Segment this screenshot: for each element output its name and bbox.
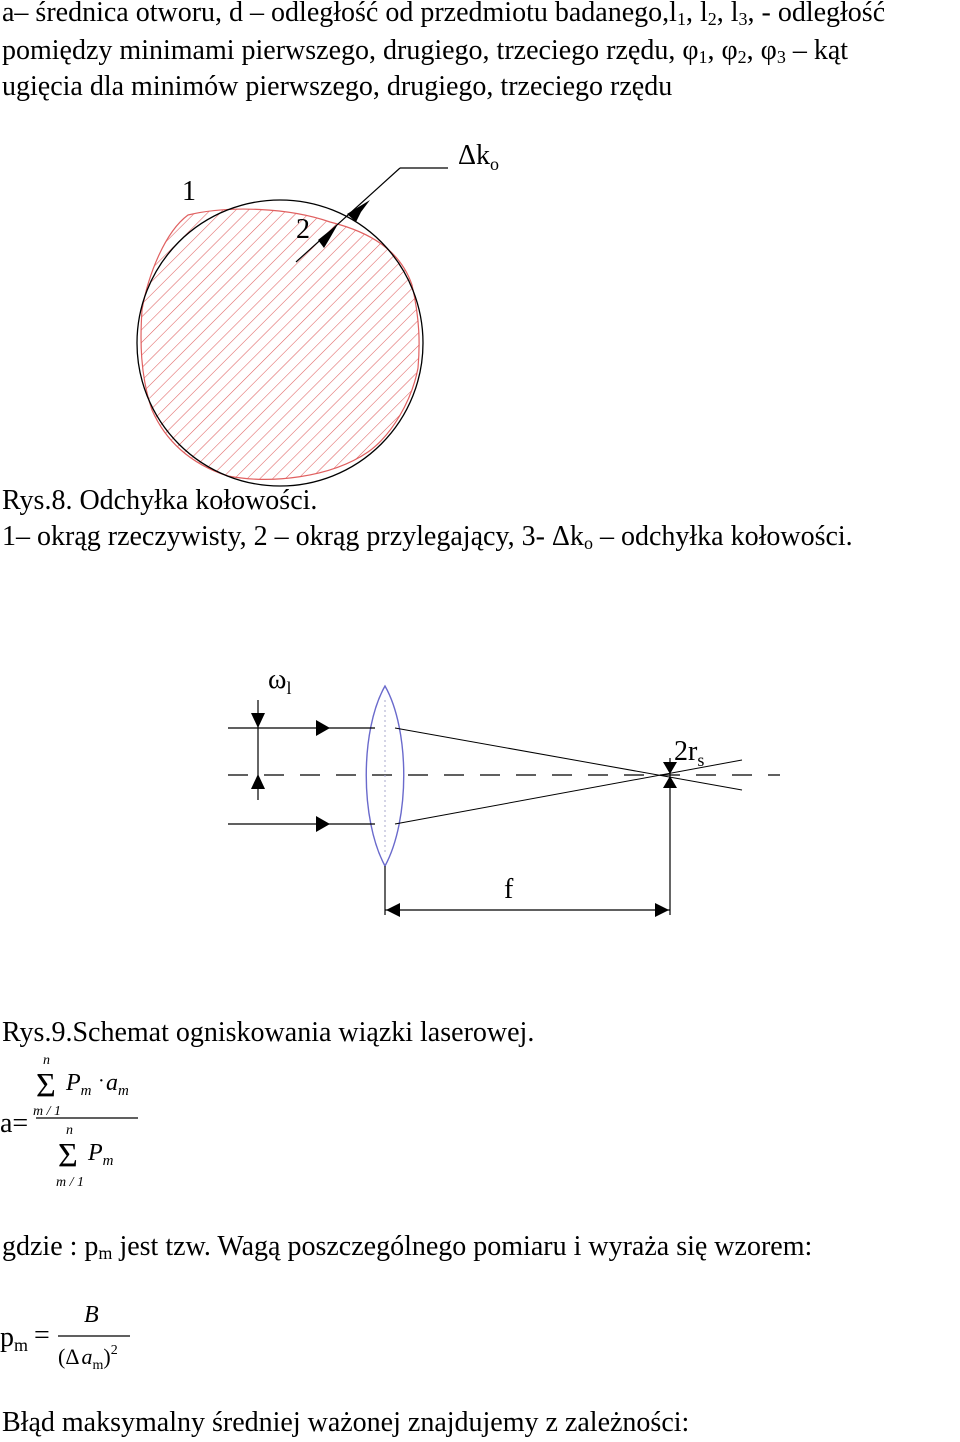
num-sum-top: n xyxy=(43,1053,50,1068)
fig8-caption-legend xyxy=(2,520,853,560)
num-sigma-icon: Σ xyxy=(36,1067,56,1104)
beam-arrow-top-icon xyxy=(316,720,330,736)
pm-denominator: $(\Delta a_m)^2$ xyxy=(58,1343,118,1373)
pm-numerator: B xyxy=(84,1302,99,1328)
den-sum-top: n xyxy=(66,1123,73,1138)
intro-l2-end: – kąt xyxy=(785,35,849,66)
sub-phi2: 2 xyxy=(737,47,747,67)
intro-l1-mid1: , l xyxy=(685,0,708,28)
fig8-caption-title: Rys.8. Odchyłka kołowości. xyxy=(2,485,318,516)
intro-l2-mid2: , φ xyxy=(746,35,777,66)
intro-l2-text: pomiędzy minimami pierwszego, drugiego, trzeciego rzędu, φ xyxy=(2,35,699,66)
gdzie-sub: m xyxy=(98,1243,113,1263)
formula-a-lhs: a= xyxy=(0,1108,29,1139)
intro-l2-mid1: , φ xyxy=(707,35,738,66)
sub-l1: 1 xyxy=(676,9,686,29)
sub-phi1: 1 xyxy=(698,47,708,67)
intro-line-2 xyxy=(2,34,848,74)
f-arrow-left-icon xyxy=(386,903,400,917)
sub-l3: 3 xyxy=(738,9,748,29)
pm-eq: = xyxy=(34,1320,50,1351)
intro-l1-text: a– średnica otworu, d – odległość od przedmiotu badanego,l xyxy=(2,0,677,28)
beam-bottom-converge xyxy=(395,760,742,824)
num-P: $P_m$ xyxy=(66,1070,92,1099)
fig9-omega-label: $\omega_l$ xyxy=(268,664,292,698)
gdzie-pre: gdzie : p xyxy=(2,1231,99,1262)
fig8-caption-sub: o xyxy=(583,533,593,553)
fig8-label-1: 1 xyxy=(182,176,196,207)
omega-arrow-down-icon xyxy=(251,713,265,728)
fig9-caption: Rys.9.Schemat ogniskowania wiązki laserowej. xyxy=(2,1017,535,1048)
intro-line-1 xyxy=(2,0,885,36)
fig8-caption-a: 1– okrąg rzeczywisty, 2 – okrąg przylegający, 3- Δk xyxy=(2,521,584,552)
formula-weighted-mean xyxy=(0,1050,200,1190)
num-dot: · xyxy=(98,1070,105,1092)
intro-l1-end: , - odległość xyxy=(747,0,886,28)
fig9-f-label: f xyxy=(504,874,514,905)
sub-l2: 2 xyxy=(707,9,717,29)
den-sum-bottom: m / 1 xyxy=(56,1175,84,1190)
fig8-label-2: 2 xyxy=(296,214,310,245)
f-arrow-right-icon xyxy=(655,903,669,917)
figure-9-laser-focusing xyxy=(0,650,960,930)
intro-l1-mid2: , l xyxy=(716,0,739,28)
gdzie-line xyxy=(2,1230,812,1270)
gdzie-post: jest tzw. Wagą poszczególnego pomiaru i wyraża się wzorem: xyxy=(112,1231,813,1262)
intro-line-3: ugięcia dla minimów pierwszego, drugiego, trzeciego rzędu xyxy=(2,71,673,102)
closing-line: Błąd maksymalny średniej ważonej znajdujemy z zależności: xyxy=(2,1407,690,1438)
beam-arrow-bottom-icon xyxy=(316,816,330,832)
figure-8-roundness xyxy=(0,120,960,490)
formula-weight xyxy=(0,1290,200,1380)
num-sum-bottom: m / 1 xyxy=(33,1104,61,1119)
sub-phi3: 3 xyxy=(776,47,786,67)
fig8-delta-k: $\Delta k_o$ xyxy=(458,140,500,174)
fig9-r-label: $2r_s$ xyxy=(674,736,705,770)
num-a: $a_m$ xyxy=(106,1070,129,1099)
pm-lhs: pm xyxy=(0,1322,29,1355)
real-circle-hatched-region xyxy=(141,209,419,479)
omega-arrow-up-icon xyxy=(251,774,265,789)
den-P: $P_m$ xyxy=(88,1140,114,1169)
fig8-caption-b: – odchyłka kołowości. xyxy=(592,521,853,552)
den-sigma-icon: Σ xyxy=(58,1137,78,1174)
